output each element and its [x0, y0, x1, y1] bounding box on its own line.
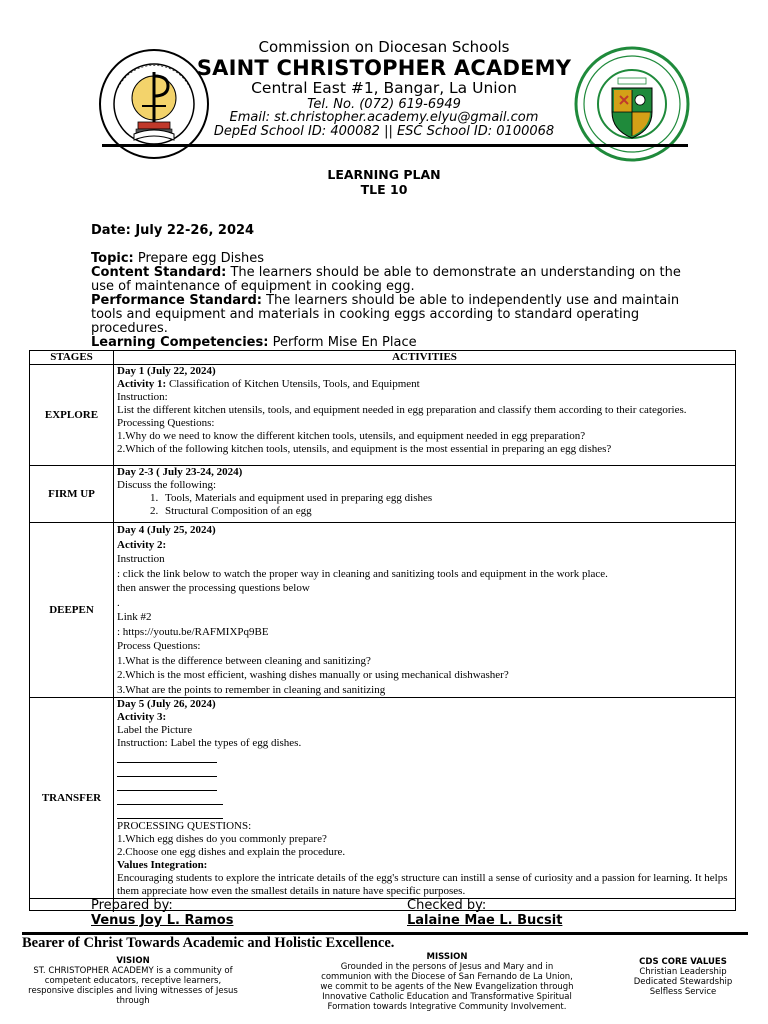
answer-blank — [117, 778, 217, 791]
preparer-name: Venus Joy L. Ramos — [91, 913, 234, 928]
stages-header: STAGES — [30, 351, 114, 365]
learning-competencies: Learning Competencies: Perform Mise En Place — [91, 335, 417, 350]
school-motto: Bearer of Christ Towards Academic and Holistic Excellence. — [22, 935, 395, 951]
prepared-by-block: Prepared by: Venus Joy L. Ramos — [91, 898, 234, 928]
performance-standard: Performance Standard: The learners should be able to independently use and maintain tools and equipment and materials in cooking eggs according to standard operating procedures. — [91, 293, 680, 336]
activities-explore: Day 1 (July 22, 2024) Activity 1: Classification of Kitchen Utensils, Tools, and Equipment Instruction: List the different kitchen utensils, tools, and equipment needed in egg preparation and classify them according to their categories. Processing Questions: 1.Why do we need to know the different kitchen tools, utensils, and equipment needed in egg preparation? 2.Which of the following kitchen tools, utensils, and equipment is the most essential in preparing an egg dishes? — [114, 365, 736, 466]
subject-title: TLE 10 — [360, 182, 408, 197]
school-email: Email: st.christopher.academy.elyu@gmail.com — [229, 110, 539, 125]
video-link[interactable]: : https://youtu.be/RAFMIXPq9BE — [117, 625, 269, 638]
stage-transfer: TRANSFER — [30, 698, 114, 899]
school-name: SAINT CHRISTOPHER ACADEMY — [196, 56, 572, 80]
checker-name: Lalaine Mae L. Bucsit — [407, 913, 563, 928]
list-item: 2. Structural Composition of an egg — [161, 505, 732, 518]
school-address: Central East #1, Bangar, La Union — [251, 79, 517, 97]
list-item: 1. Tools, Materials and equipment used in preparing egg dishes — [161, 492, 732, 505]
school-ids: DepEd School ID: 400082 || ESC School ID: 0100068 — [213, 124, 555, 139]
stage-explore: EXPLORE — [30, 365, 114, 466]
answer-blank — [117, 806, 223, 819]
letterhead — [0, 36, 768, 146]
plan-topic: Topic: Prepare egg Dishes — [91, 251, 264, 266]
table-row — [30, 466, 736, 523]
mission-statement: MISSION Grounded in the persons of Jesus and Mary and in communion with the Diocese of San Fernando de La Union, we commit to be agents of the New Evangelization through Innovative Catholic Education and Transformative Spiritual Formation towards Integrative Community Involvement. — [320, 952, 574, 1012]
header-divider — [102, 144, 688, 147]
answer-blank — [117, 750, 217, 763]
core-values: CDS CORE VALUES Christian Leadership Dedicated Stewardship Selfless Service — [633, 957, 733, 997]
stage-deepen: DEEPEN — [30, 523, 114, 698]
vision-statement: VISION ST. CHRISTOPHER ACADEMY is a community of competent educators, receptive learners, responsive disciples and living witnesses of Jesus through — [28, 956, 238, 1006]
document-title: LEARNING PLAN — [327, 167, 441, 182]
learning-plan-table — [29, 350, 736, 911]
content-standard: Content Standard: The learners should be able to demonstrate an understanding on the use of maintenance of equipment in cooking egg. — [91, 265, 681, 294]
activities-transfer: Day 5 (July 26, 2024) Activity 3: Label the Picture Instruction: Label the types of egg dishes. PROCESSING QUESTIONS: 1.Which egg dishes do you commonly prepare? 2.Choose one egg dishes and explain the procedure. Values Integration: Encouraging students to explore the intricate details of the egg's structure can instill a sense of curiosity and a passion for learning. It helps them appreciate how even the smallest details in nature have specific purposes. — [114, 698, 736, 899]
checked-by-block: Checked by: Lalaine Mae L. Bucsit — [407, 898, 563, 928]
stage-firm-up: FIRM UP — [30, 466, 114, 523]
answer-blank — [117, 764, 217, 777]
table-header-row — [30, 351, 736, 365]
plan-date: Date: July 22-26, 2024 — [91, 223, 255, 238]
commission-name: Commission on Diocesan Schools — [258, 38, 510, 56]
activities-header: ACTIVITIES — [114, 351, 736, 365]
table-row — [30, 365, 736, 466]
table-row — [30, 523, 736, 698]
activities-deepen: Day 4 (July 25, 2024) Activity 2: Instruction : click the link below to watch the proper way in cleaning and sanitizing tools and equipment in the work place. then answer the processing questions below . Link #2 : https://youtu.be/RAFMIXPq9BE Process Questions: 1.What is the difference between cleaning and sanitizing? 2.Which is the most efficient, washing dishes manually or using mechanical dishwasher? 3.What are the points to remember in cleaning and sanitizing — [114, 523, 736, 698]
answer-blank — [117, 792, 223, 805]
table-row — [30, 698, 736, 899]
school-telephone: Tel. No. (072) 619-6949 — [307, 97, 461, 112]
activities-firm-up: Day 2-3 ( July 23-24, 2024) Discuss the following: 1. Tools, Materials and equipment used in preparing egg dishes 2. Structural Composition of an egg — [114, 466, 736, 523]
